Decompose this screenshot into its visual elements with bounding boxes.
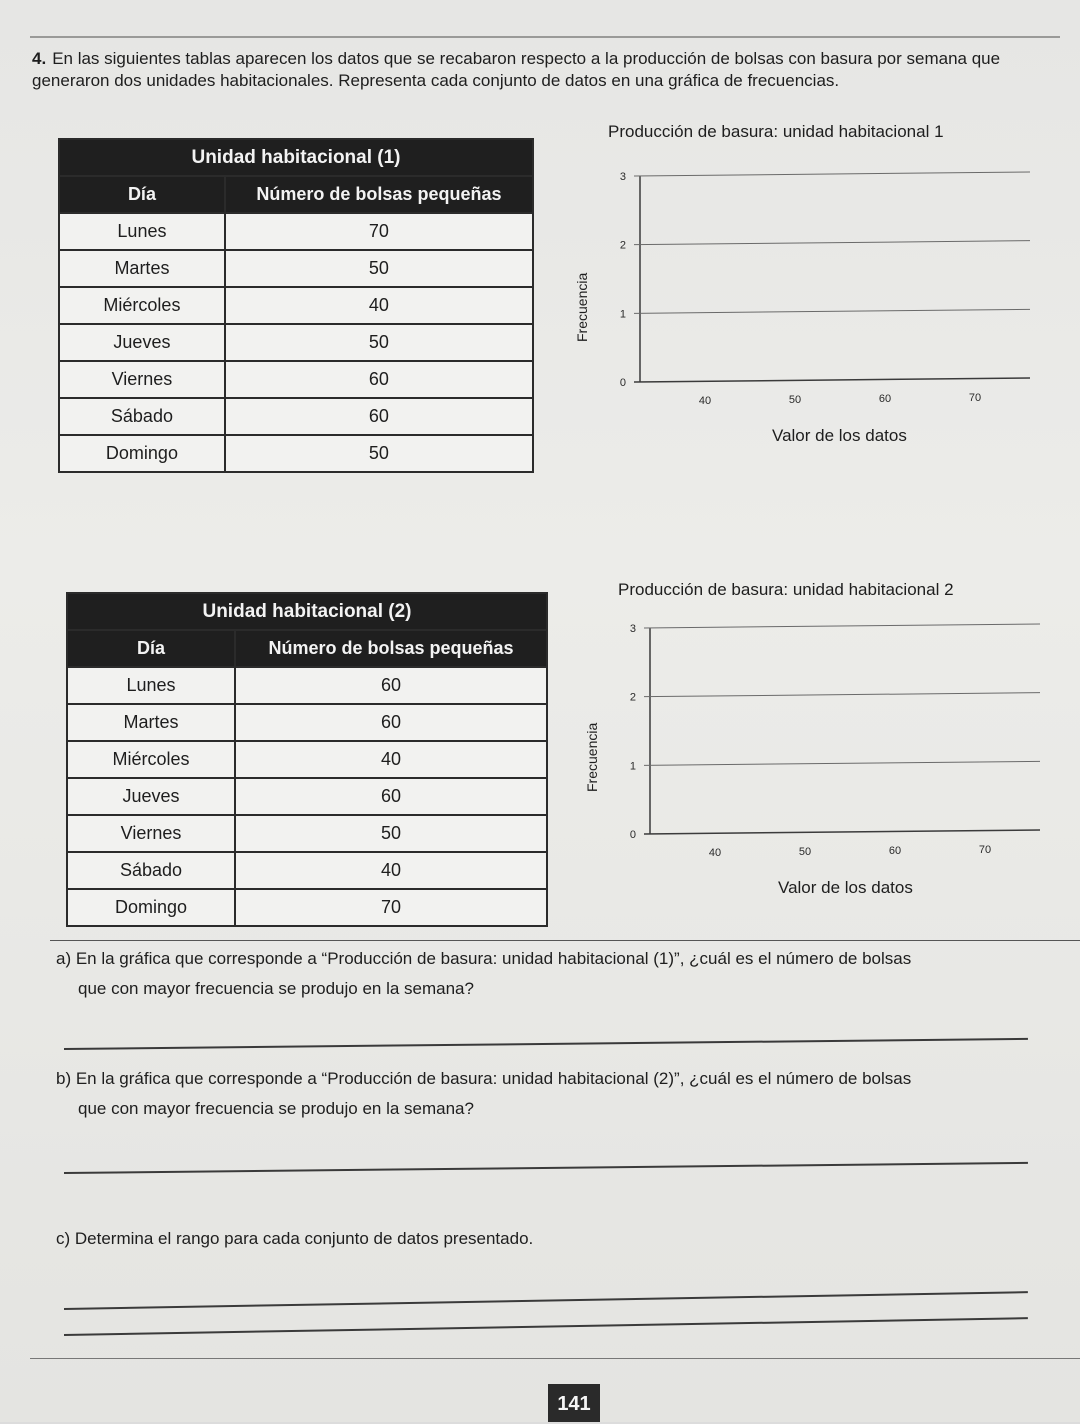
answer-line-c1[interactable] <box>64 1291 1028 1309</box>
table-row <box>59 250 533 287</box>
chart1-x-tick-label: 50 <box>788 394 802 406</box>
table1-value: 60 <box>225 361 533 398</box>
chart1-gridline <box>634 378 1030 382</box>
table1-value: 50 <box>225 250 533 287</box>
table2-day: Domingo <box>67 889 235 926</box>
chart2-y-tick-label: 0 <box>629 829 636 841</box>
table1-header-bags: Número de bolsas pequeñas <box>225 176 533 213</box>
table2-day: Viernes <box>67 815 235 852</box>
table1-day: Viernes <box>59 361 225 398</box>
table-row <box>59 435 533 472</box>
chart1-x-tick-label: 70 <box>968 392 982 404</box>
exercise-number: 4. <box>32 49 47 68</box>
table1-day: Jueves <box>59 324 225 361</box>
table-row <box>59 398 533 435</box>
table1-day: Martes <box>59 250 225 287</box>
chart1-x-tick-label: 40 <box>698 395 712 407</box>
chart1-gridline <box>634 241 1030 245</box>
chart2-title: Producción de basura: unidad habitacional 2 <box>618 580 954 599</box>
table1-day: Sábado <box>59 398 225 435</box>
question-b <box>56 1064 1046 1124</box>
top-rule <box>30 36 1060 38</box>
chart2-gridline <box>644 761 1040 765</box>
table-row <box>67 852 547 889</box>
chart1-gridline <box>634 309 1030 313</box>
question-b-line2: que con mayor frecuencia se produjo en la semana? <box>78 1099 474 1118</box>
table1-day: Miércoles <box>59 287 225 324</box>
table-row <box>67 815 547 852</box>
table-row <box>67 704 547 741</box>
chart1-y-tick-label: 3 <box>619 171 626 183</box>
chart2-y-tick-label: 3 <box>629 623 636 635</box>
table2-value: 40 <box>235 741 547 778</box>
chart-unidad-2 <box>570 572 1050 912</box>
question-c <box>56 1224 1046 1254</box>
exercise-instructions <box>32 48 1032 92</box>
chart2-y-tick-label: 2 <box>629 691 636 704</box>
chart1-plot <box>560 120 1040 420</box>
answer-line-c2[interactable] <box>64 1317 1028 1335</box>
table-row <box>67 778 547 815</box>
table-row <box>59 324 533 361</box>
chart2-ylabel: Frecuencia <box>584 722 600 792</box>
table2-value: 60 <box>235 778 547 815</box>
exercise-text: En las siguientes tablas aparecen los datos que se recabaron respecto a la producción de bolsas con basura por semana que generaron dos unidades habitacionales. Representa cada conjunto de datos en una gráfica de frecuencias. <box>32 49 1001 90</box>
chart2-x-tick-label: 40 <box>708 847 722 859</box>
table1-value: 60 <box>225 398 533 435</box>
table1-header-day: Día <box>59 176 225 213</box>
table-row <box>67 741 547 778</box>
table2-value: 60 <box>235 667 547 704</box>
table2-day: Sábado <box>67 852 235 889</box>
question-a <box>56 944 1046 1004</box>
table1-value: 40 <box>225 287 533 324</box>
table2-value: 70 <box>235 889 547 926</box>
table1-value: 50 <box>225 324 533 361</box>
table2-title: Unidad habitacional (2) <box>67 593 547 630</box>
chart-unidad-1 <box>560 120 1040 460</box>
bottom-rule <box>30 1358 1080 1359</box>
table2-day: Jueves <box>67 778 235 815</box>
question-a-line2: que con mayor frecuencia se produjo en la semana? <box>78 979 474 998</box>
question-a-line1: a) En la gráfica que corresponde a “Producción de basura: unidad habitacional (1)”, ¿cuál es el número de bolsas <box>56 949 912 968</box>
question-b-line1: b) En la gráfica que corresponde a “Producción de basura: unidad habitacional (2)”, ¿cuál es el número de bolsas <box>56 1069 912 1088</box>
table2-header-day: Día <box>67 630 235 667</box>
chart2-x-tick-label: 70 <box>978 844 992 856</box>
chart2-x-tick-label: 50 <box>798 846 812 858</box>
table2-day: Miércoles <box>67 741 235 778</box>
table-row <box>59 213 533 250</box>
table-unidad-2 <box>66 592 548 927</box>
table-row <box>59 287 533 324</box>
chart1-gridline <box>634 172 1030 176</box>
chart2-plot <box>570 572 1050 872</box>
table2-day: Lunes <box>67 667 235 704</box>
table2-header-bags: Número de bolsas pequeñas <box>235 630 547 667</box>
table1-value: 50 <box>225 435 533 472</box>
table1-day: Domingo <box>59 435 225 472</box>
table1-day: Lunes <box>59 213 225 250</box>
chart1-xlabel: Valor de los datos <box>772 426 907 445</box>
chart1-y-tick-label: 0 <box>619 377 626 389</box>
table-unidad-1 <box>58 138 534 473</box>
page-number: 141 <box>548 1384 600 1422</box>
table2-day: Martes <box>67 704 235 741</box>
table2-value: 40 <box>235 852 547 889</box>
table2-value: 60 <box>235 704 547 741</box>
chart1-ylabel: Frecuencia <box>574 272 590 342</box>
table-row <box>67 889 547 926</box>
section-rule <box>50 940 1080 941</box>
chart1-y-tick-label: 1 <box>619 308 626 321</box>
chart2-x-tick-label: 60 <box>888 845 902 857</box>
answer-line-a[interactable] <box>64 1038 1028 1050</box>
chart2-gridline <box>644 830 1040 834</box>
table1-title: Unidad habitacional (1) <box>59 139 533 176</box>
table-row <box>67 667 547 704</box>
chart2-xlabel: Valor de los datos <box>778 878 913 897</box>
chart1-y-tick-label: 2 <box>619 239 626 252</box>
answer-line-b[interactable] <box>64 1162 1028 1174</box>
table-row <box>59 361 533 398</box>
chart2-y-tick-label: 1 <box>629 760 636 773</box>
question-c-line1: c) Determina el rango para cada conjunto de datos presentado. <box>56 1229 534 1248</box>
chart1-x-tick-label: 60 <box>878 393 892 405</box>
table2-value: 50 <box>235 815 547 852</box>
chart2-gridline <box>644 624 1040 628</box>
table1-value: 70 <box>225 213 533 250</box>
chart2-gridline <box>644 693 1040 697</box>
chart1-title: Producción de basura: unidad habitacional 1 <box>608 122 944 141</box>
